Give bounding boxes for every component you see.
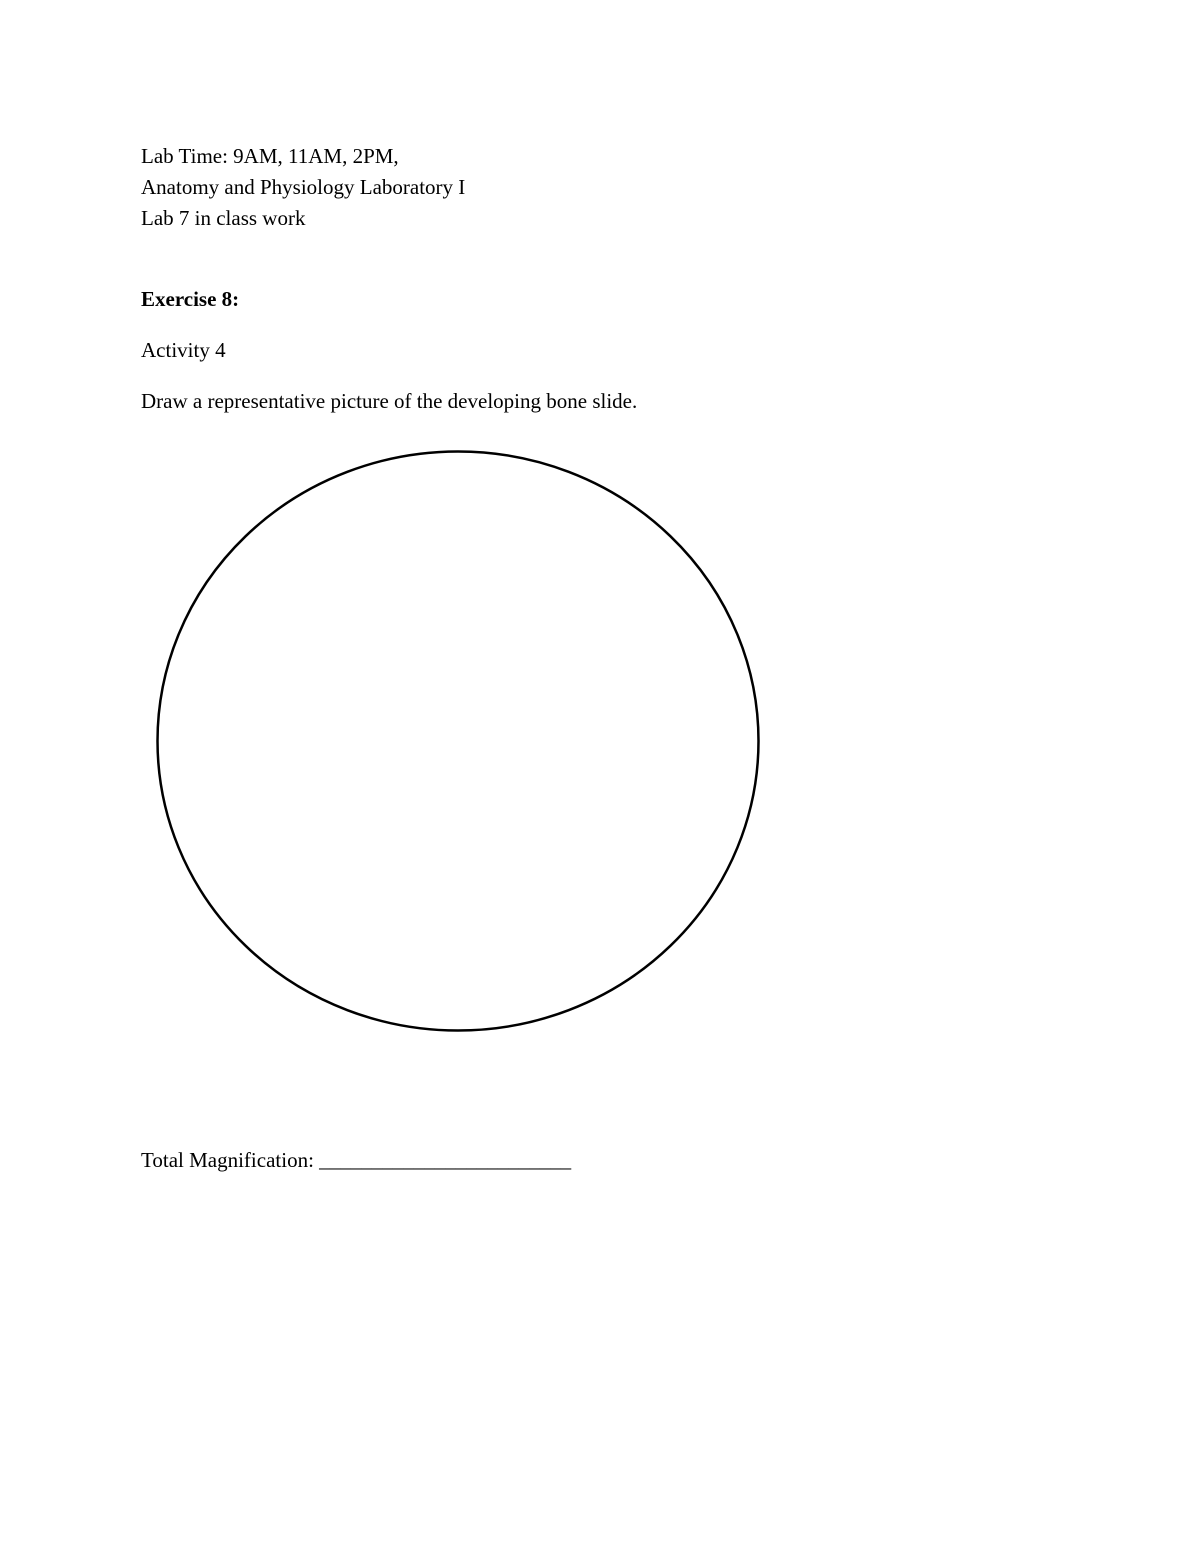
magnification-blank: ________________________	[319, 1148, 572, 1172]
drawing-circle	[154, 449, 762, 1034]
assignment-title: Lab 7 in class work	[141, 206, 306, 230]
drawing-instruction: Draw a representative picture of the developing bone slide.	[141, 389, 638, 413]
course-title: Anatomy and Physiology Laboratory I	[141, 175, 466, 199]
lab-time-line: Lab Time: 9AM, 11AM, 2PM,	[141, 144, 399, 168]
magnification-label: Total Magnification:	[141, 1148, 314, 1172]
exercise-heading: Exercise 8:	[141, 287, 240, 311]
drawing-circle-outline	[158, 452, 759, 1031]
magnification-line	[141, 1147, 571, 1173]
activity-label: Activity 4	[141, 338, 226, 362]
